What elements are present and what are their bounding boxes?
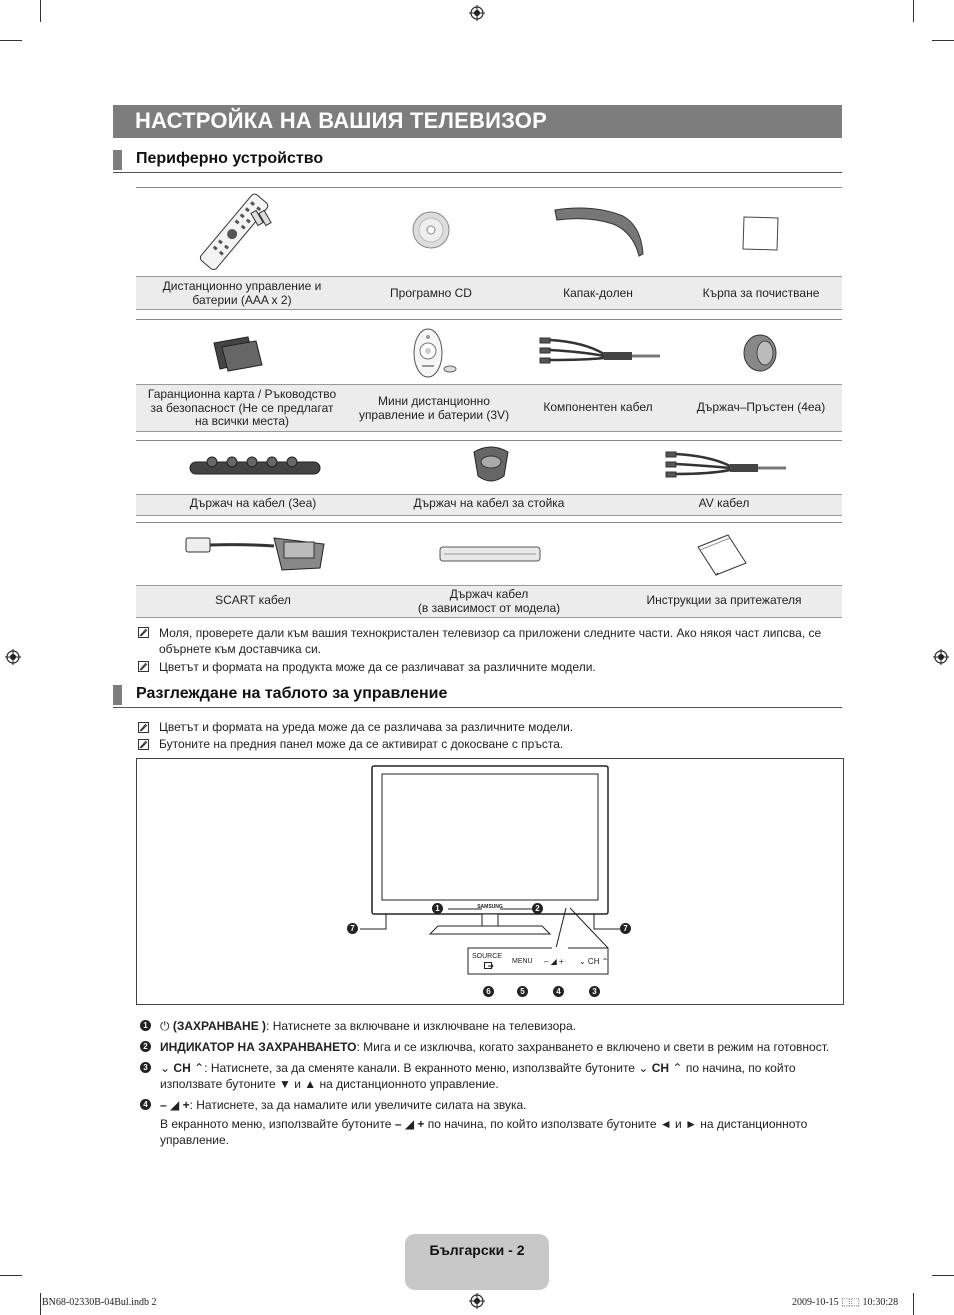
- av-cable-icon: [660, 448, 790, 482]
- callout-6: 6: [483, 986, 494, 997]
- description-indicator-text: : Мига и се изключва, когато захранването е включено и свети в режим на готовност.: [356, 1040, 830, 1054]
- remote-control-icon: [196, 193, 278, 273]
- registration-mark-icon: [933, 649, 949, 665]
- page-title: НАСТРОЙКА НА ВАШИЯ ТЕЛЕВИЗОР: [135, 108, 547, 133]
- brand-logo: SAMSUNG: [477, 904, 503, 910]
- description-power-bold: (ЗАХРАНВАНЕ ): [172, 1019, 267, 1033]
- holder-ring-icon: [741, 333, 779, 373]
- accessory-label: Мини дистанционно управление и батерии (3V): [358, 394, 510, 422]
- row-divider: [136, 187, 842, 188]
- accessory-label: Държач кабел (в зависимост от модела): [417, 587, 561, 615]
- page-number: Български - 2: [429, 1242, 525, 1258]
- desc-number: 3: [140, 1062, 151, 1073]
- registration-mark-icon: [5, 649, 21, 665]
- chevron-up-icon: ⌃: [672, 1061, 683, 1075]
- accessory-label: Гаранционна карта / Ръководство за безопасност (Не се предлагат на всички места): [147, 387, 337, 428]
- stand-cable-holder-icon: [470, 446, 512, 486]
- description-channel-text: : Натиснете, за да сменяте канали. В екранното меню, използвайте бутоните: [204, 1061, 635, 1075]
- slug-left: BN68-02330B-04Bul.indb 2: [42, 1297, 157, 1308]
- section-marker: [113, 150, 122, 170]
- note-text: Цветът и формата на уреда може да се различава за различните модели.: [159, 720, 574, 734]
- slug-right: 2009-10-15 ⬚⬚ 10:30:28: [792, 1297, 899, 1308]
- description-channel-bold: CH: [173, 1061, 191, 1075]
- crop-mark: [913, 1293, 914, 1315]
- crop-mark: [40, 0, 41, 22]
- registration-mark-icon: [469, 5, 485, 21]
- callout-1: 1: [432, 903, 443, 914]
- chevron-up-icon: ⌃: [194, 1061, 205, 1075]
- accessory-label: Капак-долен: [563, 286, 633, 300]
- description-channel-bold2: CH: [651, 1061, 670, 1075]
- accessory-label: Програмно CD: [390, 286, 472, 300]
- callout-4: 4: [553, 986, 564, 997]
- power-icon: ⏻: [160, 1019, 170, 1033]
- accessory-label: Дистанционно управление и батерии (AAA x 2): [162, 279, 322, 307]
- volume-label: – ◢ +: [544, 957, 564, 966]
- chevron-down-icon: ⌄: [160, 1061, 171, 1075]
- scart-cable-icon: [184, 530, 328, 574]
- section-title-accessories: Периферно устройство: [136, 150, 324, 167]
- description-volume: [160, 1097, 842, 1113]
- crop-mark: [0, 40, 22, 41]
- desc-number: 1: [140, 1020, 151, 1031]
- section-marker: [113, 685, 122, 705]
- note-icon: [138, 722, 149, 733]
- desc-number: 2: [140, 1041, 151, 1052]
- registration-mark-icon: [469, 1293, 485, 1309]
- cleaning-cloth-icon: [741, 215, 781, 253]
- source-label: SOURCE: [472, 953, 502, 960]
- component-cable-icon: [534, 334, 664, 370]
- description-volume-line2b-text: по начина, по който използвате бутоните ◄ и ► на дистанционното: [427, 1117, 808, 1131]
- manual-icon: [696, 533, 748, 577]
- note-icon: [138, 661, 149, 672]
- callout-3: 3: [589, 986, 600, 997]
- callout-2: 2: [532, 903, 543, 914]
- description-channel: [160, 1060, 842, 1076]
- accessory-label: Инструкции за притежателя: [646, 593, 802, 607]
- mini-remote-icon: [408, 325, 458, 381]
- callout-7: 7: [620, 923, 631, 934]
- crop-mark: [932, 40, 954, 41]
- row-divider: [136, 319, 842, 320]
- cable-tie-icon: [188, 450, 322, 482]
- crop-mark: [913, 0, 914, 22]
- accessory-label: Кърпа за почистване: [702, 286, 820, 300]
- description-volume-line3: управление.: [160, 1133, 229, 1147]
- description-power-indicator: [160, 1039, 842, 1055]
- crop-mark: [0, 1275, 22, 1276]
- crop-mark: [40, 1293, 41, 1315]
- note-icon: [138, 739, 149, 750]
- callout-7: 7: [347, 923, 358, 934]
- section-underline: [113, 707, 842, 708]
- menu-label: MENU: [512, 958, 533, 965]
- note-text: Цветът и формата на продукта може да се различават за различните модели.: [159, 660, 596, 674]
- description-channel-text2: по начина, по който: [685, 1061, 796, 1075]
- accessory-label: Компонентен кабел: [543, 400, 653, 414]
- channel-label: ⌄ CH ⌃: [579, 957, 609, 966]
- chevron-down-icon: ⌄: [638, 1061, 649, 1075]
- desc-number: 4: [140, 1099, 151, 1110]
- crop-mark: [932, 1275, 954, 1276]
- description-power: [160, 1018, 842, 1034]
- section-title-control-panel: Разглеждане на таблото за управление: [136, 685, 448, 702]
- cable-holder-icon: [438, 543, 542, 565]
- note-icon: [138, 627, 149, 638]
- source-icon: [484, 962, 494, 970]
- volume-icon: – ◢ +: [160, 1098, 190, 1112]
- warranty-card-icon: [212, 331, 264, 373]
- bottom-cover-icon: [553, 206, 645, 258]
- accessory-label: Държач на кабел (3еа): [189, 496, 317, 510]
- note-text: Бутоните на предния панел може да се активират с докосване с пръста.: [159, 737, 564, 751]
- description-indicator-bold: ИНДИКАТОР НА ЗАХРАНВАНЕТО: [160, 1040, 357, 1054]
- accessory-label: SCART кабел: [215, 593, 291, 607]
- description-volume-line2-text: В екранното меню, използвайте бутоните: [160, 1117, 392, 1131]
- section-underline: [113, 172, 842, 173]
- description-channel-line2: използвате бутоните ▼ и ▲ на дистанционното управление.: [160, 1077, 499, 1091]
- accessory-label: Държач на кабел за стойка: [413, 496, 565, 510]
- volume-icon: – ◢ +: [394, 1117, 425, 1131]
- row-divider: [136, 522, 842, 523]
- description-volume-line2: [160, 1116, 842, 1132]
- description-power-text: : Натиснете за включване и изключване на телевизора.: [266, 1019, 576, 1033]
- accessory-label: AV кабел: [698, 496, 750, 510]
- accessory-label: Държач–Пръстен (4еа): [696, 400, 826, 414]
- callout-5: 5: [517, 986, 528, 997]
- row-divider: [136, 440, 842, 441]
- description-volume-text: : Натиснете, за да намалите или увеличите силата на звука.: [189, 1098, 527, 1112]
- cd-icon: [412, 211, 450, 249]
- note-text: Моля, проверете дали към вашия технокристален телевизор са приложени следните части. Ако някоя част липсва, се обърнете към доставчика си.: [159, 626, 822, 656]
